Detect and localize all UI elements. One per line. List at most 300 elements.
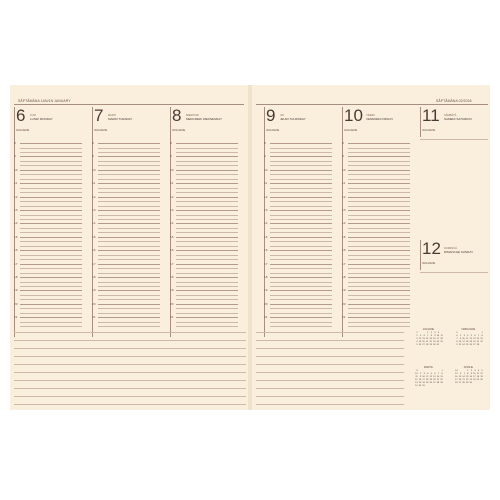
hour-line [20, 206, 82, 207]
half-hour-line [176, 188, 238, 189]
hour-row [92, 208, 160, 221]
notes-line [14, 348, 246, 349]
hour-label: 17 [342, 261, 346, 266]
mini-calendar-cell: 4 [437, 332, 440, 334]
hour-line [20, 246, 82, 247]
notes-line [14, 372, 246, 373]
mini-calendar-cell: 15 [455, 373, 458, 375]
mini-calendar-cell: 21 [425, 341, 429, 343]
hour-label: 17 [14, 261, 18, 266]
hour-line [348, 197, 410, 198]
mini-calendar-cell: 20 [433, 379, 436, 381]
half-hour-line [176, 268, 238, 269]
hour-row [264, 221, 332, 234]
hour-row [14, 235, 82, 248]
hour-label: 21 [92, 315, 96, 320]
day-column [170, 107, 238, 337]
mini-calendar-cell: 17 [422, 379, 425, 381]
hour-row [14, 315, 82, 328]
week-header-left: SĂPTĂMÂNA 1AN/1N JANUARY [18, 99, 71, 103]
hour-row [170, 302, 238, 315]
mini-calendar-cell: 13 [458, 376, 462, 378]
hour-line [348, 317, 410, 318]
hour-line [98, 143, 160, 144]
hour-label: 11 [342, 181, 346, 186]
mini-calendar-cell: 13 [415, 382, 418, 384]
mini-calendar-cell: 6 [434, 373, 436, 375]
notes-line [14, 388, 246, 389]
hour-line [348, 192, 410, 193]
hour-row [264, 248, 332, 261]
mini-calendar-cell: 25 [465, 344, 469, 346]
half-hour-line [20, 174, 82, 175]
hour-line [20, 219, 82, 220]
hour-line [176, 183, 238, 184]
hour-line [20, 264, 82, 265]
mini-calendar-cell: 14 [436, 376, 440, 378]
mini-calendar-cell: 16 [455, 376, 458, 378]
hour-row [170, 221, 238, 234]
hour-line [348, 304, 410, 305]
mini-calendar-cell: 10 [415, 373, 418, 375]
hour-row [92, 315, 160, 328]
mini-calendar-cell: 19 [418, 341, 422, 343]
hour-line [20, 286, 82, 287]
mini-calendar-cell [479, 344, 483, 347]
hour-label: 16 [170, 248, 174, 253]
mini-calendar-cell: 1 [441, 370, 443, 372]
mini-calendar-cell: 11 [476, 373, 480, 375]
hour-line [98, 290, 160, 291]
hour-line [176, 277, 238, 278]
mini-calendar-cell: 21 [462, 379, 465, 381]
hour-row [14, 288, 82, 301]
hour-row [92, 181, 160, 194]
hour-line [176, 313, 238, 314]
hour-line [270, 223, 332, 224]
hour-row [170, 315, 238, 328]
hour-line [348, 259, 410, 260]
half-hour-line [270, 148, 332, 149]
hour-line [176, 210, 238, 211]
mini-calendar-cell: 14 [455, 370, 458, 372]
hour-label: 18 [14, 275, 18, 279]
hour-line [20, 192, 82, 193]
hour-line [98, 264, 160, 265]
half-hour-line [348, 161, 410, 162]
day-number: 10 [344, 106, 363, 125]
hour-label: 15 [170, 234, 174, 239]
day-name-en: DIMANCHE SUNDAY [444, 250, 474, 254]
hour-line [98, 286, 160, 287]
half-hour-line [98, 282, 160, 283]
hour-label: 21 [170, 315, 174, 320]
mini-calendar-cell: 5 [419, 335, 422, 337]
hour-line [348, 290, 410, 291]
mini-calendar-cell: 2 [416, 335, 418, 337]
hour-row [170, 208, 238, 221]
half-hour-line [348, 174, 410, 175]
hour-line [20, 304, 82, 305]
hour-line [176, 304, 238, 305]
day-number: 6 [16, 106, 26, 125]
hour-line [348, 277, 410, 278]
hour-line [176, 192, 238, 193]
hour-line [348, 206, 410, 207]
mini-calendar-cell: 12 [429, 376, 432, 378]
hour-line [98, 232, 160, 233]
half-hour-line [270, 174, 332, 175]
hour-line [270, 143, 332, 144]
hour-label: 18 [264, 275, 268, 279]
half-hour-line [270, 241, 332, 242]
hour-row [342, 302, 410, 315]
mini-calendar-cell: 11 [415, 376, 418, 378]
hour-row [264, 288, 332, 301]
notes-line [256, 356, 404, 357]
hour-label: 11 [14, 181, 18, 186]
mini-calendar-cell [479, 382, 483, 385]
mini-calendar-cell: 15 [440, 376, 443, 378]
hour-row [92, 168, 160, 181]
hour-row [264, 141, 332, 154]
hour-line [348, 152, 410, 153]
hour-row [170, 235, 238, 248]
hour-label: 12 [14, 194, 18, 199]
hour-row [14, 181, 82, 194]
hour-line [270, 170, 332, 171]
hour-line [176, 259, 238, 260]
hour-line [20, 313, 82, 314]
half-hour-line [20, 322, 82, 323]
mini-calendar-cell: 10 [422, 376, 425, 378]
day-number: 11 [422, 106, 440, 125]
mini-calendar-cell: 5 [430, 373, 432, 375]
mini-calendar-cell: 4 [467, 335, 469, 337]
hour-line [20, 179, 82, 180]
mini-calendar-cell: 7 [427, 335, 429, 337]
mini-calendar-cell: 8 [481, 335, 483, 337]
half-hour-line [270, 228, 332, 229]
hour-line [348, 223, 410, 224]
hour-line [98, 313, 160, 314]
mini-calendar-title: FEBRUARIE [461, 328, 476, 331]
half-hour-line [20, 201, 82, 202]
hour-label: 21 [342, 315, 346, 320]
hour-row [14, 168, 82, 181]
mini-calendar-cell: 28 [462, 382, 465, 384]
hour-label: 14 [14, 221, 18, 226]
hour-line [270, 273, 332, 274]
hour-line [348, 246, 410, 247]
half-hour-line [270, 268, 332, 269]
day-name-en: JEUDI THURSDAY [280, 117, 306, 121]
half-hour-line [176, 161, 238, 162]
mini-calendar-cell: 15 [429, 338, 432, 340]
mini-calendar-cell: 15 [465, 376, 469, 378]
half-hour-line [348, 322, 410, 323]
mini-calendar-cell: 19 [469, 341, 472, 343]
weekend-day [420, 240, 488, 280]
hour-label: 13 [92, 208, 96, 212]
hour-line [270, 206, 332, 207]
mini-calendar-cell: 10 [473, 373, 476, 375]
hour-line [98, 304, 160, 305]
day-name-local: DUMINICĂ [444, 247, 457, 250]
hour-label: 16 [14, 248, 18, 253]
notes-line [256, 380, 404, 381]
hour-line [176, 290, 238, 291]
hour-line [98, 183, 160, 184]
hour-line [176, 219, 238, 220]
hour-line [176, 317, 238, 318]
mini-calendar-cell: 20 [422, 341, 425, 343]
hour-line [98, 219, 160, 220]
hour-line [98, 259, 160, 260]
hour-label: 19 [170, 288, 174, 293]
hour-row [264, 262, 332, 275]
mini-calendar-cell: 27 [433, 382, 436, 384]
mini-calendar-cell: 1 [416, 332, 418, 334]
hour-row [342, 288, 410, 301]
hour-line [270, 192, 332, 193]
hour-label: 17 [92, 261, 96, 266]
hour-line [348, 156, 410, 157]
hour-label: 19 [14, 288, 18, 293]
notes-line [256, 388, 404, 389]
half-hour-line [270, 308, 332, 309]
notes-line [256, 372, 404, 373]
mini-calendar-cell: 2 [419, 373, 422, 375]
mini-calendar-cell: 3 [416, 338, 418, 340]
hour-line [176, 179, 238, 180]
hour-label: 8 [170, 141, 172, 145]
half-hour-line [176, 241, 238, 242]
hour-row [170, 141, 238, 154]
mini-calendar-cell: 1 [467, 370, 469, 372]
hour-line [98, 192, 160, 193]
hour-row [92, 235, 160, 248]
mini-calendar-cell: 21 [436, 379, 440, 381]
hour-line [348, 286, 410, 287]
hour-line [176, 326, 238, 327]
mini-calendar-cell: 30 [433, 344, 436, 346]
mini-calendar-cell: 25 [440, 341, 443, 343]
hour-row [264, 208, 332, 221]
hour-row [342, 141, 410, 154]
half-hour-line [348, 215, 410, 216]
hour-row [342, 315, 410, 328]
hour-row [264, 275, 332, 288]
hour-label: 15 [342, 234, 346, 239]
mini-calendar-grid [414, 370, 443, 388]
day-column [342, 107, 410, 337]
mini-calendar-cell: 9 [419, 376, 422, 378]
mini-calendar-cell: 9 [434, 335, 436, 337]
hour-label: 13 [14, 208, 18, 212]
hour-line [348, 143, 410, 144]
half-hour-line [270, 188, 332, 189]
hour-line [20, 273, 82, 274]
half-hour-line [20, 188, 82, 189]
hour-line [20, 277, 82, 278]
hour-line [270, 179, 332, 180]
hour-line [270, 210, 332, 211]
day-name-en: MARDI TUESDAY [108, 117, 133, 121]
hour-line [98, 165, 160, 166]
hour-line [270, 246, 332, 247]
half-hour-line [270, 215, 332, 216]
hour-row [14, 248, 82, 261]
half-hour-line [98, 241, 160, 242]
weekend-day [420, 107, 488, 147]
hour-row [92, 288, 160, 301]
hour-row [342, 181, 410, 194]
half-hour-line [176, 255, 238, 256]
hour-line [176, 223, 238, 224]
hour-label: 8 [264, 141, 266, 145]
mini-calendar-cell: 8 [430, 335, 432, 337]
hour-row [170, 288, 238, 301]
notes-line [256, 332, 404, 333]
mini-calendar-title: MARTIE [423, 366, 433, 369]
day-month: IANUARIE [16, 128, 30, 132]
day-number: 9 [266, 106, 276, 125]
mini-calendar-cell: 1 [481, 332, 483, 334]
hour-row [14, 275, 82, 288]
hour-line [270, 259, 332, 260]
mini-calendar-cell: 7 [437, 373, 440, 375]
half-hour-line [348, 188, 410, 189]
half-hour-line [98, 201, 160, 202]
hour-line [20, 197, 82, 198]
hour-line [270, 152, 332, 153]
hour-label: 10 [92, 167, 96, 172]
day-number: 7 [94, 106, 104, 125]
mini-calendar [414, 366, 443, 388]
mini-calendar-cell: 17 [462, 341, 465, 343]
hour-row [264, 302, 332, 315]
hour-line [98, 156, 160, 157]
hour-line [98, 299, 160, 300]
hour-row [264, 181, 332, 194]
mini-calendar-cell [439, 385, 443, 388]
mini-calendar-cell: 23 [458, 344, 462, 346]
hour-line [270, 183, 332, 184]
half-hour-line [20, 268, 82, 269]
hour-line [176, 299, 238, 300]
mini-calendar-cell: 5 [481, 370, 483, 372]
mini-calendar-cell: 9 [416, 370, 418, 372]
hour-label: 19 [342, 288, 346, 293]
day-month: IANUARIE [422, 261, 436, 265]
hour-line [176, 246, 238, 247]
day-number: 8 [172, 106, 182, 125]
hour-line [270, 277, 332, 278]
half-hour-line [20, 295, 82, 296]
hour-line [176, 237, 238, 238]
hour-row [14, 302, 82, 315]
mini-calendar-cell: 12 [418, 338, 422, 340]
half-hour-line [348, 308, 410, 309]
mini-calendar-cell: 22 [465, 379, 469, 381]
hour-line [20, 299, 82, 300]
hour-label: 21 [14, 315, 18, 320]
mini-calendar-cell: 18 [425, 379, 429, 381]
half-hour-line [348, 241, 410, 242]
hour-row [170, 154, 238, 167]
notes-line [14, 364, 246, 365]
mini-calendar-cell: 5 [470, 335, 472, 337]
mini-calendar [454, 366, 483, 385]
hour-line [98, 179, 160, 180]
hour-row [264, 168, 332, 181]
mini-calendar-cell: 23 [418, 382, 422, 384]
day-divider [420, 107, 421, 137]
hour-row [264, 154, 332, 167]
header-rule-right [256, 104, 488, 105]
hour-row [342, 168, 410, 181]
mini-calendar-cell: 28 [425, 344, 429, 346]
mini-calendar-cell: 4 [416, 341, 418, 343]
hour-line [98, 326, 160, 327]
hour-line [348, 170, 410, 171]
notes-line [14, 332, 246, 333]
hour-line [98, 197, 160, 198]
hour-line [348, 232, 410, 233]
hour-line [270, 317, 332, 318]
day-column [264, 107, 332, 337]
hour-line [270, 237, 332, 238]
mini-calendar [454, 328, 483, 347]
half-hour-line [20, 161, 82, 162]
hour-label: 9 [14, 154, 16, 159]
day-month: IANUARIE [172, 128, 186, 132]
half-hour-line [98, 255, 160, 256]
half-hour-line [98, 322, 160, 323]
mini-calendar-cell: 6 [474, 335, 476, 337]
hour-label: 17 [264, 261, 268, 266]
hour-label: 12 [170, 194, 174, 199]
hour-line [20, 210, 82, 211]
hour-label: 16 [92, 248, 96, 253]
notes-line [14, 380, 246, 381]
hour-row [342, 208, 410, 221]
hour-line [348, 264, 410, 265]
half-hour-line [20, 215, 82, 216]
half-hour-line [270, 255, 332, 256]
hour-line [20, 250, 82, 251]
mini-calendar-cell: 30 [469, 382, 472, 384]
hour-label: 18 [92, 275, 96, 279]
day-month: IANUARIE [422, 128, 436, 132]
mini-calendar-cell: 26 [429, 382, 432, 384]
hour-line [20, 152, 82, 153]
mini-calendar-cell: 29 [465, 382, 469, 384]
hour-line [20, 165, 82, 166]
mini-calendar-cell: 16 [433, 338, 436, 340]
hour-line [20, 237, 82, 238]
hour-line [348, 237, 410, 238]
weekend-rule [420, 139, 488, 140]
hour-label: 14 [170, 221, 174, 226]
mini-calendar-grid [454, 370, 483, 385]
mini-calendar-cell: 29 [429, 344, 432, 346]
hour-line [270, 264, 332, 265]
hour-line [98, 237, 160, 238]
half-hour-line [270, 322, 332, 323]
notes-line [256, 404, 404, 405]
